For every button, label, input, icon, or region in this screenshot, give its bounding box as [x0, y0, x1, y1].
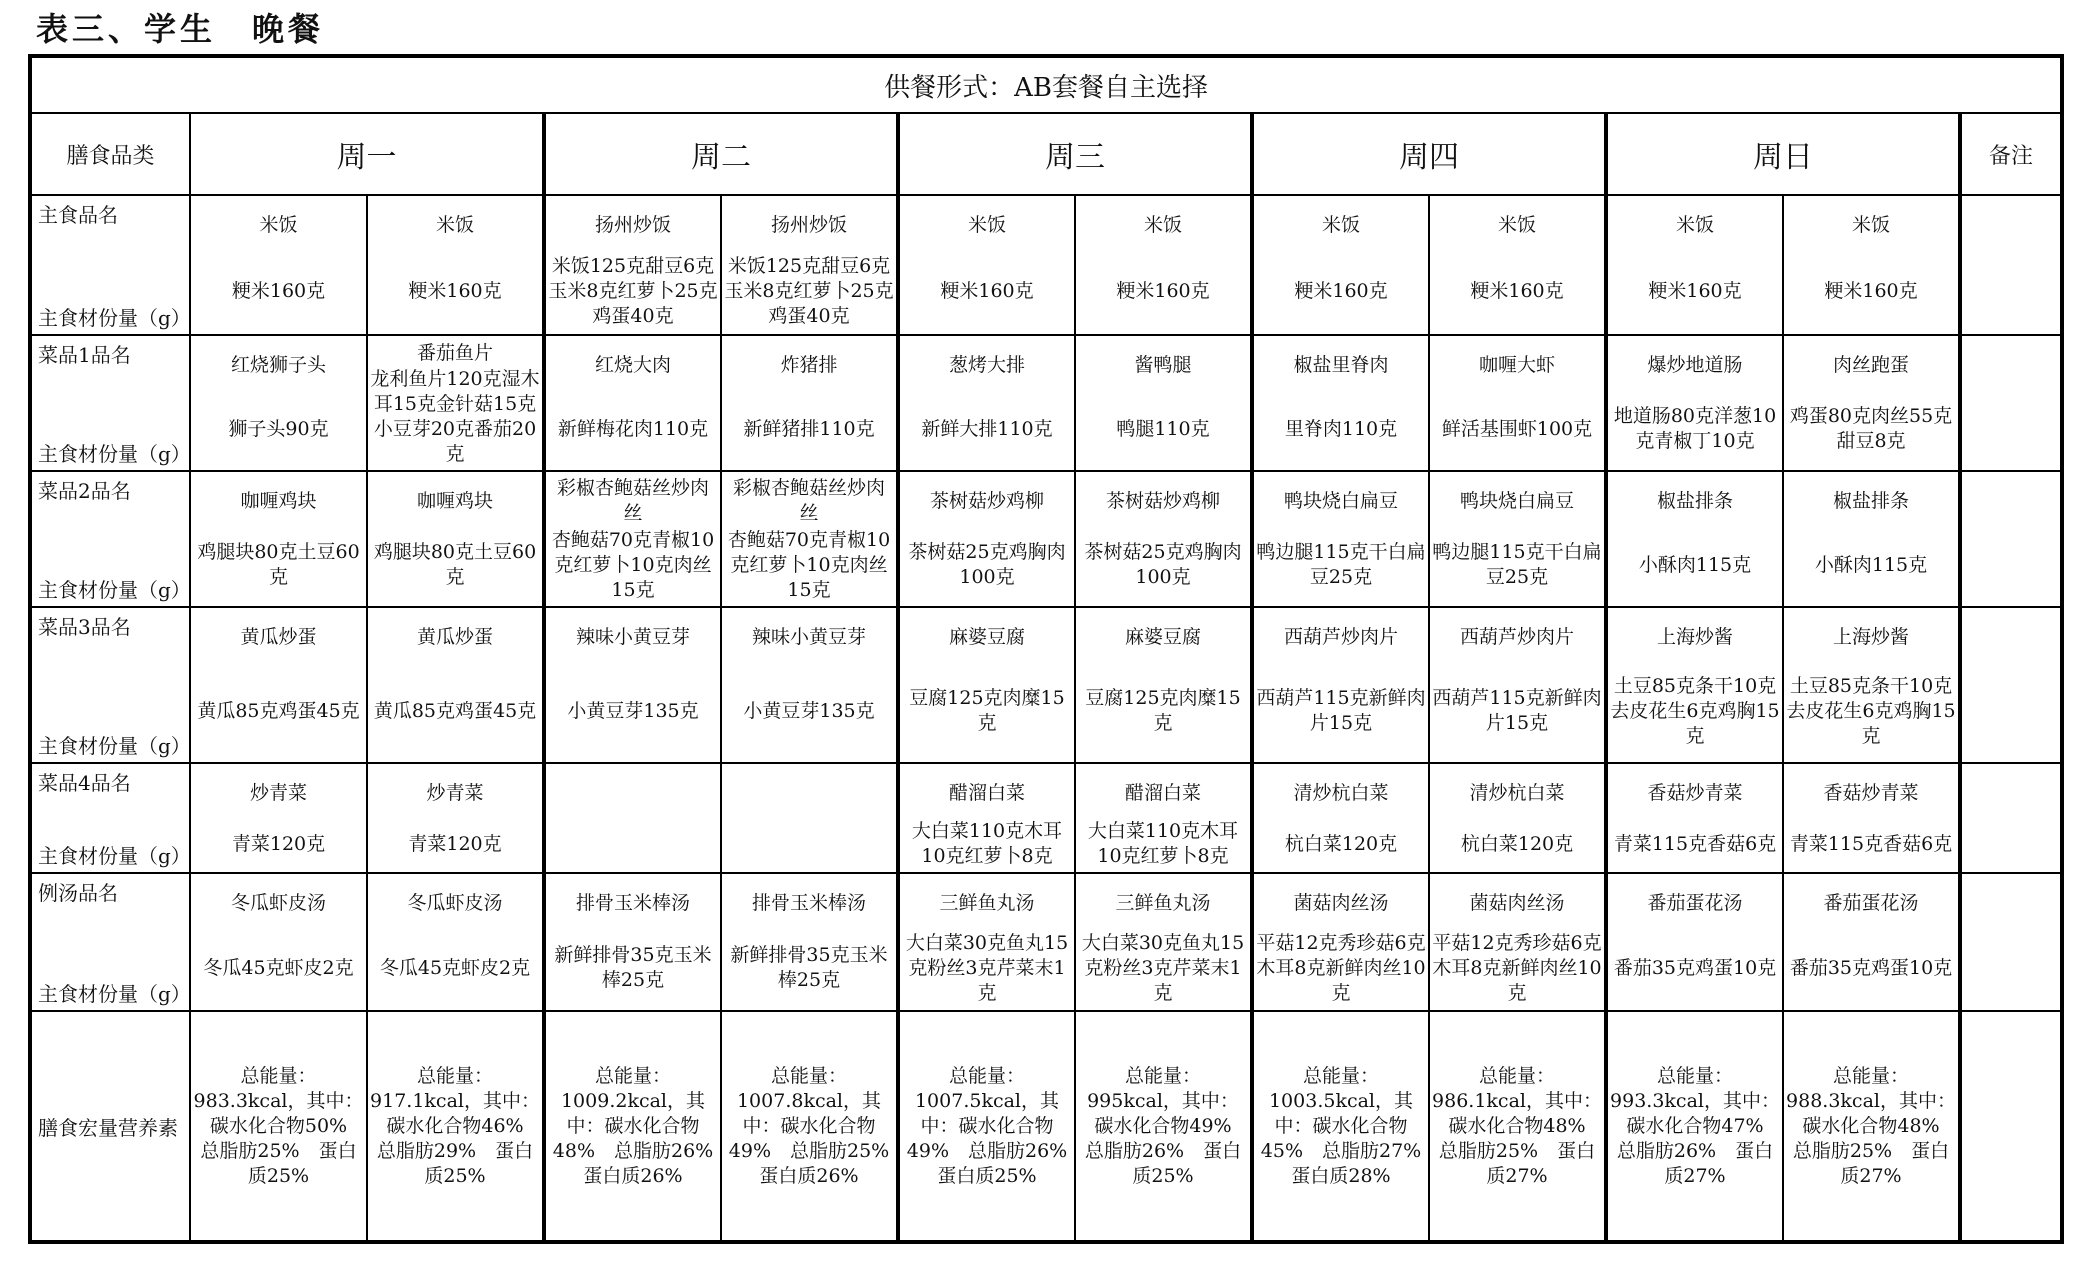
- ingredient-amount: 地道肠80克洋葱10克青椒丁10克: [1613, 405, 1777, 452]
- menu-cell-thursday-a: [1252, 763, 1429, 873]
- dish-name: 排骨玉米棒汤: [575, 891, 690, 914]
- ingredient-amount: 鸡蛋80克肉丝55克甜豆8克: [1789, 405, 1953, 452]
- dish-name: 米饭: [967, 213, 1006, 236]
- ingredient-amount: 青菜115克香菇6克: [1613, 832, 1777, 855]
- ingredient-amount: 豆腐125克肉糜15克: [1085, 687, 1241, 734]
- dish-name: 米饭: [1143, 213, 1182, 236]
- header-category: 膳食品类: [30, 113, 190, 195]
- menu-cell-sunday-a: [1606, 335, 1783, 471]
- menu-cell-monday-b: [367, 763, 544, 873]
- ingredient-amount: 土豆85克条干10克去皮花生6克鸡胸15克: [1786, 674, 1956, 747]
- dish-name: 咖喱大虾: [1478, 353, 1555, 376]
- dish-name: 炸猪排: [780, 353, 838, 376]
- menu-cell-sunday-b: [1783, 873, 1960, 1011]
- dish-name: 辣味小黄豆芽: [751, 625, 866, 648]
- ingredient-amount: 小黄豆芽135克: [743, 699, 875, 722]
- menu-cell-monday-a: [190, 195, 367, 335]
- nutrition-cell-sunday-a: 总能量：993.3kcal，其中：碳水化合物47% 总脂肪26% 蛋白质27%: [1606, 1011, 1783, 1242]
- menu-cell-tuesday-b: [721, 195, 898, 335]
- note-cell: [1960, 335, 2062, 471]
- ingredient-amount: 鸭边腿115克干白扁豆25克: [1256, 541, 1426, 588]
- menu-cell-sunday-b: [1783, 471, 1960, 607]
- dish-4-row: [30, 763, 2062, 873]
- note-cell: [1960, 195, 2062, 335]
- note-cell: [1960, 1011, 2062, 1242]
- ingredient-amount: 米饭125克甜豆6克玉米8克红萝卜25克鸡蛋40克: [724, 254, 894, 327]
- menu-cell-thursday-b: [1429, 471, 1606, 607]
- menu-cell-tuesday-b: [721, 335, 898, 471]
- note-cell: [1960, 873, 2062, 1011]
- dish-name: 米饭: [259, 213, 298, 236]
- menu-cell-wednesday-a: [898, 195, 1075, 335]
- menu-cell-tuesday-a: [544, 195, 721, 335]
- nutrition-cell-tuesday-a: 总能量：1009.2kcal，其中：碳水化合物48% 总脂肪26% 蛋白质26%: [544, 1011, 721, 1242]
- document-title: 表三、学生 晚餐: [36, 10, 325, 48]
- ingredient-amount: 茶树菇25克鸡胸肉100克: [1084, 541, 1242, 588]
- row-name-label: 菜品4品名: [38, 771, 131, 795]
- menu-cell-tuesday-a: [544, 607, 721, 763]
- menu-cell-monday-b: [367, 873, 544, 1011]
- ingredient-amount: 平菇12克秀珍菇6克木耳8克新鲜肉丝10克: [1432, 931, 1602, 1004]
- nutrition-cell-wednesday-b: 总能量：995kcal，其中：碳水化合物49% 总脂肪26% 蛋白质25%: [1075, 1011, 1252, 1242]
- header-day-tuesday: 周二: [544, 113, 898, 195]
- menu-cell-wednesday-b: [1075, 607, 1252, 763]
- menu-cell-wednesday-a: [898, 335, 1075, 471]
- dish-name: 冬瓜虾皮汤: [407, 891, 503, 914]
- ingredient-amount: 大白菜30克鱼丸15克粉丝3克芹菜末1克: [905, 931, 1069, 1004]
- dish-name: 冬瓜虾皮汤: [230, 891, 326, 914]
- ingredient-amount: 粳米160克: [1648, 279, 1742, 302]
- menu-cell-sunday-a: [1606, 471, 1783, 607]
- dish-name: 黄瓜炒蛋: [240, 625, 317, 648]
- ingredient-amount: 杭白菜120克: [1284, 832, 1398, 855]
- nutrition-label: 膳食宏量营养素: [30, 1011, 190, 1242]
- ingredient-amount: 粳米160克: [940, 279, 1034, 302]
- header-note: 备注: [1960, 113, 2062, 195]
- dish-name: 清炒杭白菜: [1293, 781, 1389, 804]
- menu-cell-wednesday-a: [898, 763, 1075, 873]
- dish-name: 米饭: [1851, 213, 1890, 236]
- ingredient-amount: 番茄35克鸡蛋10克: [1789, 956, 1953, 979]
- dish-name: 米饭: [435, 213, 474, 236]
- menu-cell-sunday-a: [1606, 607, 1783, 763]
- dish-name: 红烧狮子头: [230, 353, 326, 376]
- dish-name: 葱烤大排: [948, 353, 1025, 376]
- ingredient-amount: 黄瓜85克鸡蛋45克: [197, 699, 360, 722]
- menu-cell-tuesday-a: [544, 335, 721, 471]
- dish-3-row: [30, 607, 2062, 763]
- row-amount-label: 主食材份量（g）: [38, 982, 191, 1006]
- ingredient-amount: 里脊肉110克: [1284, 417, 1398, 440]
- dish-name: 咖喱鸡块: [416, 489, 493, 512]
- row-labels: [30, 195, 190, 335]
- dish-1-row: [30, 335, 2062, 471]
- row-labels: [30, 763, 190, 873]
- ingredient-amount: 粳米160克: [408, 279, 502, 302]
- menu-cell-monday-b: [367, 471, 544, 607]
- dinner-menu-table: [28, 54, 2064, 1244]
- dish-name: 麻婆豆腐: [948, 625, 1025, 648]
- ingredient-amount: 茶树菇25克鸡胸肉100克: [908, 541, 1066, 588]
- row-name-label: 主食品名: [38, 203, 118, 227]
- dish-name: 肉丝跑蛋: [1832, 353, 1909, 376]
- row-amount-label: 主食材份量（g）: [38, 844, 191, 868]
- row-name-label: 菜品2品名: [38, 479, 131, 503]
- staple-row: [30, 195, 2062, 335]
- dish-name: 炒青菜: [249, 781, 307, 804]
- ingredient-amount: 番茄35克鸡蛋10克: [1613, 956, 1777, 979]
- menu-cell-thursday-a: [1252, 195, 1429, 335]
- menu-cell-wednesday-a: [898, 471, 1075, 607]
- menu-cell-sunday-a: [1606, 763, 1783, 873]
- nutrition-cell-thursday-b: 总能量：986.1kcal，其中：碳水化合物48% 总脂肪25% 蛋白质27%: [1429, 1011, 1606, 1242]
- dish-name: 黄瓜炒蛋: [416, 625, 493, 648]
- row-labels: [30, 471, 190, 607]
- ingredient-amount: 青菜120克: [231, 832, 326, 855]
- ingredient-amount: 鸭腿110克: [1116, 417, 1210, 440]
- row-amount-label: 主食材份量（g）: [38, 442, 191, 466]
- dish-name: 椒盐排条: [1832, 489, 1909, 512]
- dish-name: 清炒杭白菜: [1469, 781, 1565, 804]
- header-day-sunday: 周日: [1606, 113, 1960, 195]
- dish-name: 酱鸭腿: [1134, 353, 1192, 376]
- dish-name: 上海炒酱: [1832, 625, 1909, 648]
- ingredient-amount: 粳米160克: [231, 279, 326, 302]
- dish-name: 椒盐里脊肉: [1293, 353, 1389, 376]
- ingredient-amount: 鸡腿块80克土豆60克: [197, 541, 360, 588]
- menu-cell-thursday-a: [1252, 471, 1429, 607]
- menu-cell-sunday-b: [1783, 763, 1960, 873]
- menu-cell-monday-a: [190, 471, 367, 607]
- dish-name: 鸭块烧白扁豆: [1283, 489, 1398, 512]
- row-labels: [30, 607, 190, 763]
- dish-name: 三鲜鱼丸汤: [939, 891, 1035, 914]
- dish-name: 醋溜白菜: [948, 781, 1025, 804]
- dish-name: 炒青菜: [426, 781, 484, 804]
- ingredient-amount: 黄瓜85克鸡蛋45克: [373, 699, 537, 722]
- dish-name: 西葫芦炒肉片: [1283, 625, 1398, 648]
- menu-cell-wednesday-b: [1075, 471, 1252, 607]
- dish-name: 茶树菇炒鸡柳: [929, 489, 1044, 512]
- menu-cell-thursday-a: [1252, 335, 1429, 471]
- ingredient-amount: 青菜120克: [408, 832, 502, 855]
- ingredient-amount: 狮子头90克: [228, 417, 329, 440]
- soup-row: [30, 873, 2062, 1011]
- note-cell: [1960, 607, 2062, 763]
- row-labels: [30, 335, 190, 471]
- menu-cell-thursday-b: [1429, 195, 1606, 335]
- menu-cell-wednesday-a: [898, 607, 1075, 763]
- ingredient-amount: 鸡腿块80克土豆60克: [373, 541, 537, 588]
- ingredient-amount: 龙利鱼片120克湿木耳15克金针菇15克小豆芽20克番茄20克: [370, 368, 540, 465]
- ingredient-amount: 米饭125克甜豆6克玉米8克红萝卜25克鸡蛋40克: [548, 254, 718, 327]
- note-cell: [1960, 763, 2062, 873]
- ingredient-amount: 土豆85克条干10克去皮花生6克鸡胸15克: [1610, 674, 1780, 747]
- ingredient-amount: 鲜活基围虾100克: [1441, 417, 1593, 440]
- dish-name: 上海炒酱: [1656, 625, 1733, 648]
- menu-cell-thursday-b: [1429, 607, 1606, 763]
- menu-cell-wednesday-b: [1075, 763, 1252, 873]
- dish-name: 米饭: [1321, 213, 1360, 236]
- dish-name: 米饭: [1497, 213, 1536, 236]
- menu-cell-thursday-a: [1252, 607, 1429, 763]
- menu-cell-sunday-a: [1606, 873, 1783, 1011]
- row-name-label: 例汤品名: [38, 881, 118, 905]
- ingredient-amount: 小酥肉115克: [1638, 553, 1752, 576]
- ingredient-amount: 大白菜30克鱼丸15克粉丝3克芹菜末1克: [1081, 931, 1245, 1004]
- dish-name: 排骨玉米棒汤: [751, 891, 866, 914]
- menu-cell-wednesday-a: [898, 873, 1075, 1011]
- dish-name: 爆炒地道肠: [1647, 353, 1743, 376]
- dish-name: 麻婆豆腐: [1124, 625, 1201, 648]
- ingredient-amount: 杏鲍菇70克青椒10克红萝卜10克肉丝15克: [727, 528, 891, 601]
- ingredient-amount: 大白菜110克木耳10克红萝卜8克: [911, 820, 1063, 867]
- menu-cell-tuesday-a: [544, 471, 721, 607]
- dish-name: [724, 767, 894, 819]
- ingredient-amount: 冬瓜45克虾皮2克: [379, 956, 531, 979]
- ingredient-amount: 大白菜110克木耳10克红萝卜8克: [1087, 820, 1239, 867]
- dish-name: 辣味小黄豆芽: [575, 625, 690, 648]
- menu-cell-tuesday-b: [721, 763, 898, 873]
- nutrition-row: [30, 1011, 2062, 1242]
- menu-cell-monday-a: [190, 607, 367, 763]
- dish-name: 椒盐排条: [1656, 489, 1733, 512]
- menu-cell-thursday-b: [1429, 763, 1606, 873]
- dish-name: 番茄蛋花汤: [1823, 891, 1919, 914]
- menu-cell-tuesday-b: [721, 471, 898, 607]
- menu-cell-monday-a: [190, 763, 367, 873]
- dish-name: 三鲜鱼丸汤: [1115, 891, 1211, 914]
- menu-cell-tuesday-b: [721, 607, 898, 763]
- dish-name: 番茄蛋花汤: [1647, 891, 1743, 914]
- dish-name: 醋溜白菜: [1124, 781, 1201, 804]
- nutrition-cell-thursday-a: 总能量：1003.5kcal，其中：碳水化合物45% 总脂肪27% 蛋白质28%: [1252, 1011, 1429, 1242]
- dish-name: 彩椒杏鲍菇丝炒肉丝: [732, 477, 885, 524]
- ingredient-amount: 冬瓜45克虾皮2克: [203, 956, 354, 979]
- nutrition-cell-monday-a: 总能量：983.3kcal，其中：碳水化合物50% 总脂肪25% 蛋白质25%: [190, 1011, 367, 1242]
- menu-cell-monday-a: [190, 335, 367, 471]
- menu-cell-wednesday-b: [1075, 873, 1252, 1011]
- nutrition-cell-wednesday-a: 总能量：1007.5kcal，其中：碳水化合物49% 总脂肪26% 蛋白质25%: [898, 1011, 1075, 1242]
- row-amount-label: 主食材份量（g）: [38, 578, 191, 602]
- ingredient-amount: 杭白菜120克: [1460, 832, 1574, 855]
- ingredient-amount: 西葫芦115克新鲜肉片15克: [1256, 687, 1426, 734]
- service-format-banner: 供餐形式：AB套餐自主选择: [30, 56, 2062, 113]
- ingredient-amount: 新鲜梅花肉110克: [557, 417, 709, 440]
- dish-name: 菌菇肉丝汤: [1293, 891, 1389, 914]
- ingredient-amount: 新鲜排骨35克玉米棒25克: [730, 944, 888, 991]
- ingredient-amount: 新鲜排骨35克玉米棒25克: [554, 944, 712, 991]
- row-name-label: 菜品1品名: [38, 343, 131, 367]
- menu-cell-sunday-b: [1783, 335, 1960, 471]
- row-amount-label: 主食材份量（g）: [38, 734, 191, 758]
- dish-name: 西葫芦炒肉片: [1459, 625, 1574, 648]
- ingredient-amount: 西葫芦115克新鲜肉片15克: [1432, 687, 1602, 734]
- header-day-monday: 周一: [190, 113, 544, 195]
- dish-name: [548, 767, 718, 819]
- nutrition-cell-monday-b: 总能量：917.1kcal，其中：碳水化合物46% 总脂肪29% 蛋白质25%: [367, 1011, 544, 1242]
- menu-cell-monday-b: [367, 607, 544, 763]
- ingredient-amount: 粳米160克: [1824, 279, 1918, 302]
- dish-name: 香菇炒青菜: [1647, 781, 1743, 804]
- ingredient-amount: 杏鲍菇70克青椒10克红萝卜10克肉丝15克: [551, 528, 715, 601]
- dish-2-row: [30, 471, 2062, 607]
- ingredient-amount: 平菇12克秀珍菇6克木耳8克新鲜肉丝10克: [1256, 931, 1426, 1004]
- dish-name: 鸭块烧白扁豆: [1459, 489, 1574, 512]
- menu-cell-wednesday-b: [1075, 195, 1252, 335]
- ingredient-amount: 新鲜大排110克: [921, 417, 1053, 440]
- dish-name: 扬州炒饭: [594, 213, 671, 236]
- menu-cell-sunday-b: [1783, 607, 1960, 763]
- note-cell: [1960, 471, 2062, 607]
- dish-name: 米饭: [1675, 213, 1714, 236]
- ingredient-amount: 青菜115克香菇6克: [1789, 832, 1953, 855]
- dish-name: 番茄鱼片: [416, 341, 493, 364]
- row-name-label: 菜品3品名: [38, 615, 131, 639]
- header-day-wednesday: 周三: [898, 113, 1252, 195]
- menu-cell-thursday-b: [1429, 335, 1606, 471]
- ingredient-amount: 粳米160克: [1294, 279, 1388, 302]
- dish-name: 香菇炒青菜: [1823, 781, 1919, 804]
- menu-cell-wednesday-b: [1075, 335, 1252, 471]
- ingredient-amount: 小酥肉115克: [1814, 553, 1928, 576]
- ingredient-amount: 新鲜猪排110克: [743, 417, 875, 440]
- dish-name: 咖喱鸡块: [240, 489, 317, 512]
- menu-cell-monday-b: [367, 335, 544, 471]
- menu-cell-monday-b: [367, 195, 544, 335]
- row-amount-label: 主食材份量（g）: [38, 306, 191, 330]
- header-day-thursday: 周四: [1252, 113, 1606, 195]
- menu-cell-tuesday-a: [544, 763, 721, 873]
- menu-cell-monday-a: [190, 873, 367, 1011]
- menu-cell-sunday-a: [1606, 195, 1783, 335]
- row-labels: [30, 873, 190, 1011]
- nutrition-cell-sunday-b: 总能量：988.3kcal，其中：碳水化合物48% 总脂肪25% 蛋白质27%: [1783, 1011, 1960, 1242]
- menu-cell-sunday-b: [1783, 195, 1960, 335]
- menu-cell-tuesday-b: [721, 873, 898, 1011]
- nutrition-cell-tuesday-b: 总能量：1007.8kcal，其中：碳水化合物49% 总脂肪25% 蛋白质26%: [721, 1011, 898, 1242]
- dish-name: 茶树菇炒鸡柳: [1105, 489, 1220, 512]
- ingredient-amount: 鸭边腿115克干白扁豆25克: [1432, 541, 1602, 588]
- ingredient-amount: 豆腐125克肉糜15克: [909, 687, 1065, 734]
- menu-cell-tuesday-a: [544, 873, 721, 1011]
- dish-name: 菌菇肉丝汤: [1469, 891, 1565, 914]
- ingredient-amount: 小黄豆芽135克: [567, 699, 699, 722]
- ingredient-amount: 粳米160克: [1116, 279, 1210, 302]
- menu-cell-thursday-a: [1252, 873, 1429, 1011]
- dish-name: 红烧大肉: [594, 353, 671, 376]
- menu-cell-thursday-b: [1429, 873, 1606, 1011]
- ingredient-amount: 粳米160克: [1470, 279, 1564, 302]
- dish-name: 扬州炒饭: [770, 213, 847, 236]
- dish-name: 彩椒杏鲍菇丝炒肉丝: [556, 477, 709, 524]
